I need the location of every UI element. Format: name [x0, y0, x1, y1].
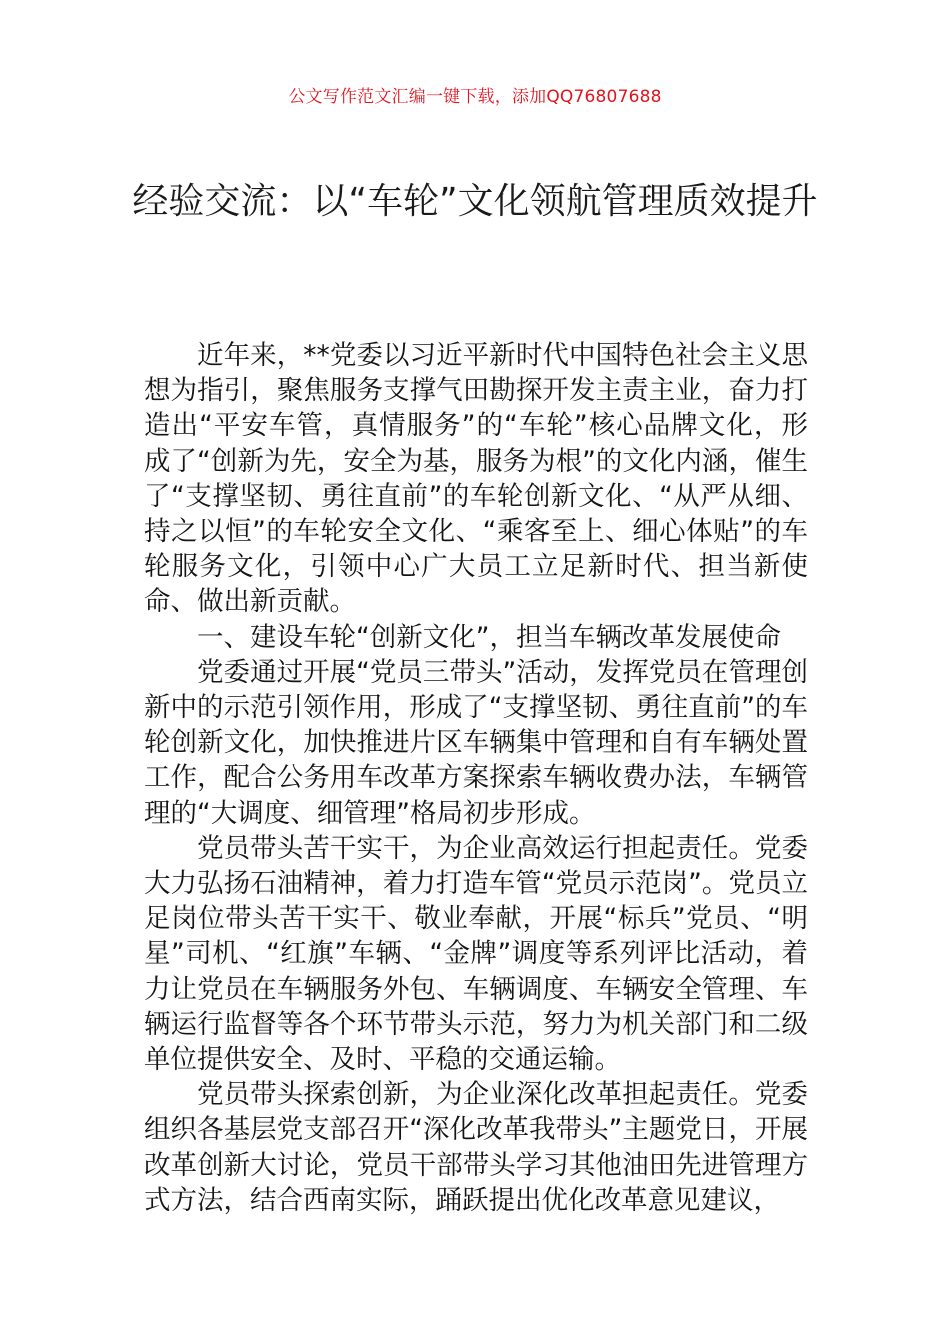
document-body [144, 338, 808, 1218]
document-title: 经验交流：以“车轮”文化领航管理质效提升 [132, 181, 818, 222]
section-heading-1: 一、建设车轮“创新文化”，担当车辆改革发展使命 [197, 621, 781, 653]
body-paragraph: 党委通过开展“党员三带头”活动，发挥党员在管理创新中的示范引领作用，形成了“支撑坚韧、勇往直前”的车轮创新文化，加快推进片区车辆集中管理和自有车辆处置工作，配合公务用车改革方案探索车辆收费办法，车辆管理的“大调度、细管理”格局初步形成。 [144, 656, 808, 829]
download-banner: 公文写作范文汇编一键下载，添加QQ76807688 [288, 87, 662, 107]
intro-paragraph: 近年来，**党委以习近平新时代中国特色社会主义思想为指引，聚焦服务支撑气田勘探开发主责主业，奋力打造出“平安车管，真情服务”的“车轮”核心品牌文化，形成了“创新为先，安全为基，服务为根”的文化内涵，催生了“支撑坚韧、勇往直前”的车轮创新文化、“从严从细、持之以恒”的车轮安全文化、“乘客至上、细心体贴”的车轮服务文化，引领中心广大员工立足新时代、担当新使命、做出新贡献。 [144, 340, 808, 618]
body-paragraph: 党员带头苦干实干，为企业高效运行担起责任。党委大力弘扬石油精神，着力打造车管“党员示范岗”。党员立足岗位带头苦干实干、敬业奉献，开展“标兵”党员、“明星”司机、“红旗”车辆、“金牌”调度等系列评比活动，着力让党员在车辆服务外包、车辆调度、车辆安全管理、车辆运行监督等各个环节带头示范，努力为机关部门和二级单位提供安全、及时、平稳的交通运输。 [144, 832, 808, 1076]
body-paragraph: 党员带头探索创新，为企业深化改革担起责任。党委组织各基层党支部召开“深化改革我带头”主题党日，开展改革创新大讨论，党员干部带头学习其他油田先进管理方式方法，结合西南实际，踊跃提出优化改革意见建议， [144, 1079, 808, 1216]
